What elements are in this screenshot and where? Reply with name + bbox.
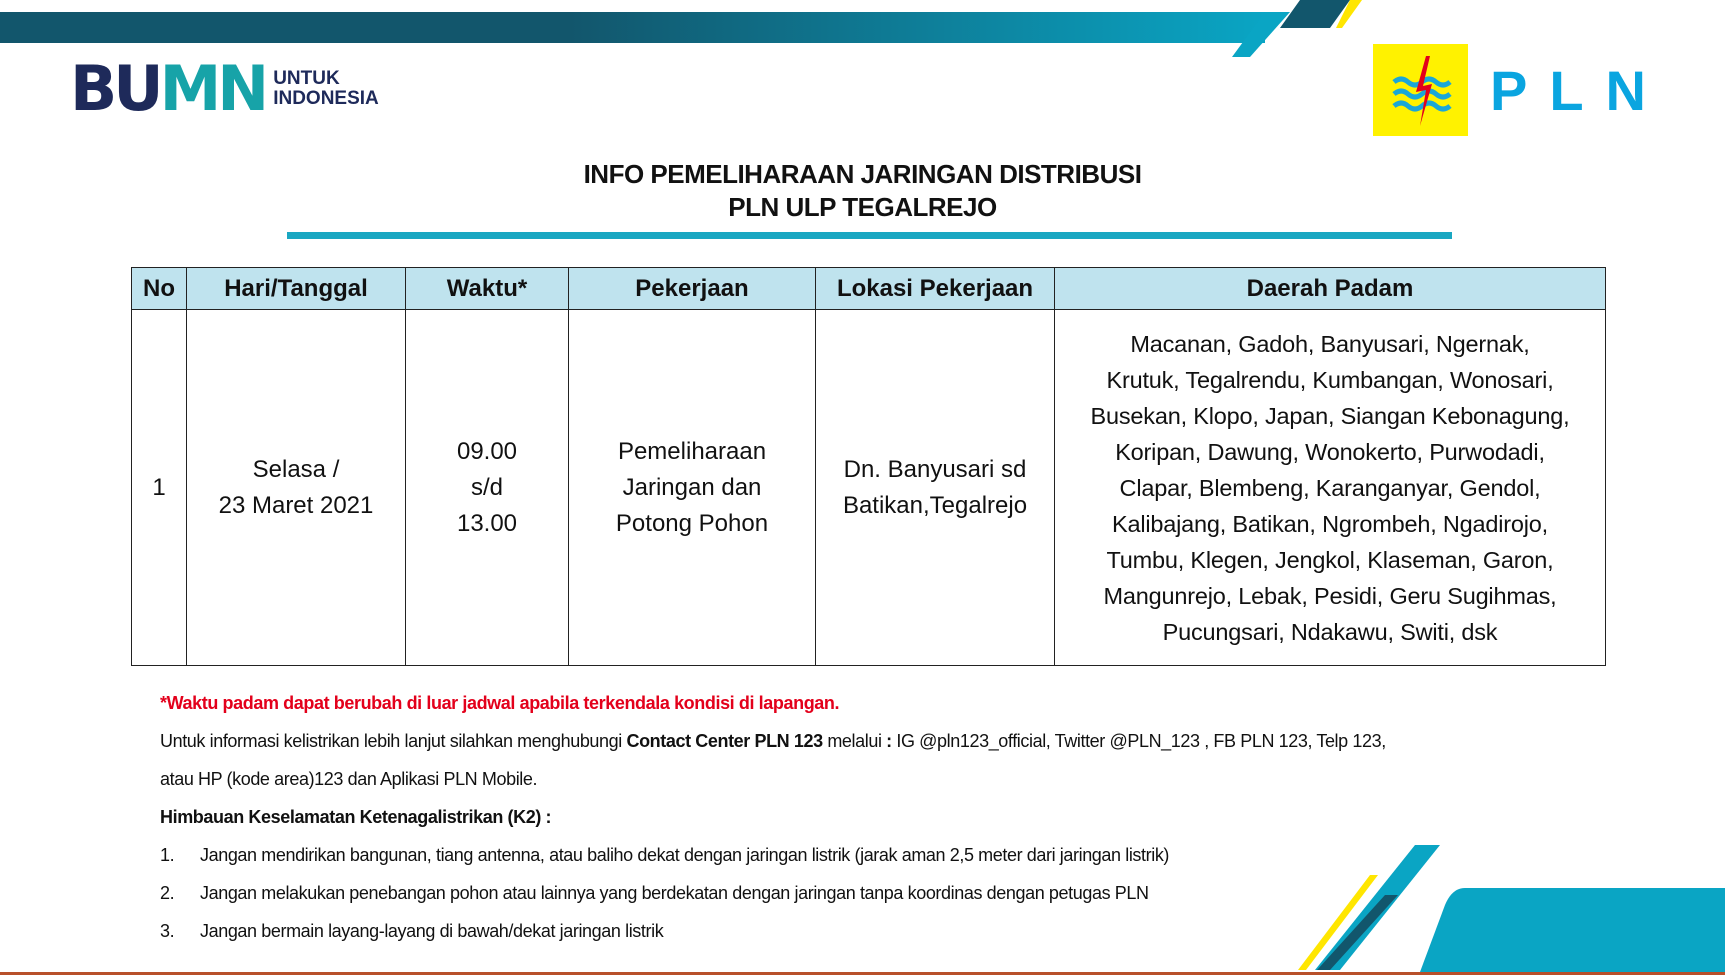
time-line: 13.00 <box>456 509 518 537</box>
header-no: No <box>132 268 187 310</box>
header-location: Lokasi Pekerjaan <box>816 268 1055 310</box>
bumn-text-untuk: UNTUK <box>273 68 340 89</box>
work-line: Potong Pohon <box>615 509 769 537</box>
cell-outage-area <box>1055 310 1606 666</box>
list-item <box>160 918 1386 956</box>
list-text: Jangan melakukan penebangan pohon atau lainnya yang berdekatan dengan jaringan tanpa koordinas dengan petugas PLN <box>200 883 1149 903</box>
bumn-logo <box>70 52 379 125</box>
pln-lightning-icon <box>1373 44 1468 136</box>
pln-wordmark: PLN <box>1490 58 1668 122</box>
k2-title: Himbauan Keselamatan Ketenagalistrikan (K2) : <box>160 807 552 827</box>
contact-channels: IG @pln123_official, Twitter @PLN_123 , FB PLN 123, Telp 123, <box>891 731 1386 751</box>
table-header-row <box>132 268 1606 310</box>
list-item <box>160 842 1386 880</box>
pln-logo <box>1373 44 1668 136</box>
list-number: 3. <box>160 921 175 941</box>
warning-note: *Waktu padam dapat berubah di luar jadwal apabila terkendala kondisi di lapangan. <box>160 693 840 713</box>
header-time: Waktu* <box>406 268 569 310</box>
time-line: 09.00 <box>456 437 518 465</box>
table-row <box>132 310 1606 666</box>
area-line: Busekan, Klopo, Japan, Siangan Kebonagung, <box>1090 402 1570 429</box>
time-line: s/d <box>470 473 503 501</box>
notes-section <box>160 690 1386 956</box>
area-line: Krutuk, Tegalrendu, Kumbangan, Wonosari, <box>1106 366 1554 393</box>
area-line: Mangunrejo, Lebak, Pesidi, Geru Sugihmas, <box>1103 582 1557 609</box>
contact-center-label: Contact Center PLN 123 <box>626 731 823 751</box>
list-text: Jangan mendirikan bangunan, tiang antenna, atau baliho dekat dengan jaringan listrik (jarak aman 2,5 meter dari jaringan listrik) <box>200 845 1170 865</box>
location-line: Batikan,Tegalrejo <box>842 491 1028 519</box>
list-number: 1. <box>160 845 175 865</box>
contact-text: Untuk informasi kelistrikan lebih lanjut silahkan menghubungi <box>160 731 627 751</box>
bumn-mark: BUMN <box>70 52 266 125</box>
area-line: Macanan, Gadoh, Banyusari, Ngernak, <box>1130 330 1530 357</box>
title-line-1: INFO PEMELIHARAAN JARINGAN DISTRIBUSI <box>583 159 1142 189</box>
contact-info <box>160 728 1386 766</box>
cell-date <box>187 310 406 666</box>
date-line: Selasa / <box>252 455 340 483</box>
area-line: Pucungsari, Ndakawu, Switi, dsk <box>1162 618 1498 645</box>
area-line: Clapar, Blembeng, Karanganyar, Gendol, <box>1119 474 1541 501</box>
area-line: Koripan, Dawung, Wonokerto, Purwodadi, <box>1115 438 1545 465</box>
work-line: Pemeliharaan <box>617 437 767 465</box>
cell-no: 1 <box>132 310 187 666</box>
header-outage-area: Daerah Padam <box>1055 268 1606 310</box>
contact-text: melalui <box>822 731 887 751</box>
contact-colon: : <box>886 731 892 751</box>
area-line: Tumbu, Klegen, Jengkol, Klaseman, Garon, <box>1106 546 1554 573</box>
bumn-text-indonesia: INDONESIA <box>273 88 379 109</box>
title-underline <box>287 232 1452 239</box>
cell-time <box>406 310 569 666</box>
page-title <box>0 158 1725 224</box>
title-line-2: PLN ULP TEGALREJO <box>728 192 997 222</box>
list-number: 2. <box>160 883 175 903</box>
header-date: Hari/Tanggal <box>187 268 406 310</box>
list-text: Jangan bermain layang-layang di bawah/dekat jaringan listrik <box>200 921 664 941</box>
contact-info-line2: atau HP (kode area)123 dan Aplikasi PLN Mobile. <box>160 769 538 789</box>
cell-work <box>569 310 816 666</box>
date-line: 23 Maret 2021 <box>218 491 374 519</box>
location-line: Dn. Banyusari sd <box>843 455 1027 483</box>
maintenance-table <box>131 267 1606 666</box>
list-item <box>160 880 1386 918</box>
area-line: Kalibajang, Batikan, Ngrombeh, Ngadirojo, <box>1112 510 1548 537</box>
cell-location <box>816 310 1055 666</box>
work-line: Jaringan dan <box>622 473 762 501</box>
header-work: Pekerjaan <box>569 268 816 310</box>
